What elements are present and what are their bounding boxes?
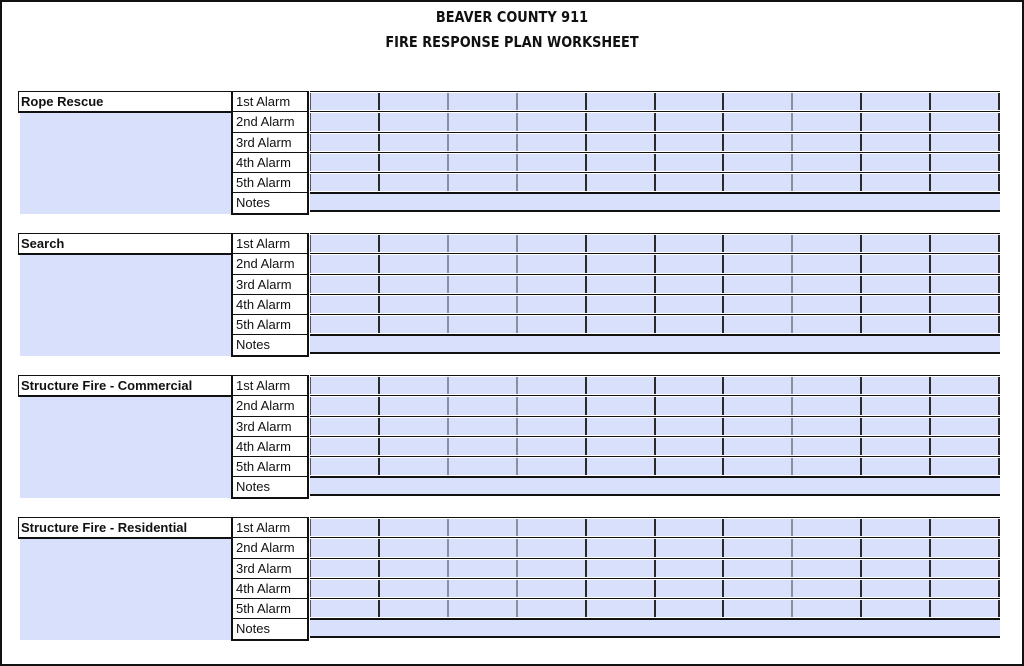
unit-input-field[interactable] — [380, 539, 449, 556]
unit-input-field[interactable] — [518, 560, 587, 577]
unit-input-field[interactable] — [793, 235, 862, 252]
unit-input-field[interactable] — [310, 154, 380, 171]
unit-input-field[interactable] — [931, 93, 1000, 110]
unit-input-field[interactable] — [587, 438, 656, 455]
unit-input-field[interactable] — [449, 397, 518, 414]
alarm-label: 4th Alarm — [231, 578, 309, 598]
unit-input-field[interactable] — [931, 438, 1000, 455]
notes-label: Notes — [231, 476, 309, 498]
unit-input-field[interactable] — [793, 539, 862, 556]
unit-input-field[interactable] — [656, 134, 725, 151]
notes-label: Notes — [231, 192, 309, 214]
unit-input-field[interactable] — [931, 560, 1000, 577]
unit-input-field[interactable] — [518, 438, 587, 455]
unit-input-field[interactable] — [862, 134, 931, 151]
section-structure-fire-residential — [18, 517, 1000, 641]
alarm-label: 3rd Alarm — [231, 558, 309, 578]
unit-input-field[interactable] — [862, 438, 931, 455]
unit-input-field[interactable] — [793, 154, 862, 171]
unit-input-field[interactable] — [656, 276, 725, 293]
unit-input-field[interactable] — [380, 134, 449, 151]
unit-input-field[interactable] — [587, 174, 656, 191]
unit-input-field[interactable] — [587, 519, 656, 536]
unit-input-field[interactable] — [724, 134, 793, 151]
unit-input-field[interactable] — [380, 418, 449, 435]
section-title: Rope Rescue — [18, 91, 234, 113]
unit-input-field[interactable] — [724, 438, 793, 455]
unit-input-field[interactable] — [862, 377, 931, 394]
section-description-field[interactable] — [20, 113, 231, 214]
unit-input-field[interactable] — [656, 458, 725, 475]
unit-input-field[interactable] — [449, 539, 518, 556]
alarm-row — [310, 91, 1000, 111]
unit-input-field[interactable] — [310, 174, 380, 191]
alarm-label: 5th Alarm — [231, 314, 309, 334]
unit-input-field[interactable] — [862, 580, 931, 597]
unit-input-field[interactable] — [310, 296, 380, 313]
unit-input-field[interactable] — [310, 134, 380, 151]
unit-input-field[interactable] — [518, 93, 587, 110]
unit-input-field[interactable] — [380, 438, 449, 455]
unit-input-field[interactable] — [931, 418, 1000, 435]
unit-input-field[interactable] — [380, 519, 449, 536]
unit-input-field[interactable] — [656, 113, 725, 130]
unit-input-field[interactable] — [793, 418, 862, 435]
unit-input-field[interactable] — [931, 519, 1000, 536]
unit-input-field[interactable] — [724, 235, 793, 252]
unit-input-field[interactable] — [587, 377, 656, 394]
unit-input-field[interactable] — [449, 296, 518, 313]
alarm-label: 4th Alarm — [231, 294, 309, 314]
alarm-label: 1st Alarm — [231, 375, 309, 395]
alarm-label: 3rd Alarm — [231, 416, 309, 436]
unit-input-field[interactable] — [724, 580, 793, 597]
unit-input-field[interactable] — [449, 235, 518, 252]
unit-input-field[interactable] — [862, 397, 931, 414]
unit-input-field[interactable] — [793, 397, 862, 414]
section-description-field[interactable] — [20, 539, 231, 640]
unit-input-field[interactable] — [862, 560, 931, 577]
unit-input-field[interactable] — [587, 93, 656, 110]
unit-input-field[interactable] — [587, 418, 656, 435]
unit-input-field[interactable] — [449, 580, 518, 597]
unit-input-field[interactable] — [587, 113, 656, 130]
unit-input-field[interactable] — [931, 134, 1000, 151]
unit-input-field[interactable] — [310, 397, 380, 414]
unit-input-field[interactable] — [518, 458, 587, 475]
notes-label: Notes — [231, 618, 309, 640]
unit-input-field[interactable] — [587, 316, 656, 333]
unit-input-field[interactable] — [656, 519, 725, 536]
section-title: Structure Fire - Commercial — [18, 375, 234, 397]
unit-input-field[interactable] — [793, 600, 862, 617]
unit-input-field[interactable] — [380, 560, 449, 577]
unit-input-field[interactable] — [380, 397, 449, 414]
unit-input-field[interactable] — [931, 539, 1000, 556]
unit-input-field[interactable] — [724, 255, 793, 272]
unit-input-field[interactable] — [587, 580, 656, 597]
unit-input-field[interactable] — [380, 316, 449, 333]
unit-input-field[interactable] — [793, 276, 862, 293]
unit-input-field[interactable] — [862, 113, 931, 130]
unit-input-field[interactable] — [724, 600, 793, 617]
unit-input-field[interactable] — [724, 539, 793, 556]
unit-input-field[interactable] — [656, 397, 725, 414]
unit-input-field[interactable] — [793, 458, 862, 475]
notes-label: Notes — [231, 334, 309, 356]
unit-input-field[interactable] — [793, 438, 862, 455]
unit-input-field[interactable] — [449, 560, 518, 577]
unit-input-field[interactable] — [931, 255, 1000, 272]
unit-input-field[interactable] — [656, 600, 725, 617]
unit-input-field[interactable] — [931, 377, 1000, 394]
unit-input-field[interactable] — [310, 438, 380, 455]
unit-input-field[interactable] — [449, 134, 518, 151]
unit-input-field[interactable] — [724, 316, 793, 333]
unit-input-field[interactable] — [931, 600, 1000, 617]
unit-input-field[interactable] — [380, 580, 449, 597]
unit-input-field[interactable] — [587, 235, 656, 252]
unit-input-field[interactable] — [656, 154, 725, 171]
unit-input-field[interactable] — [931, 113, 1000, 130]
unit-input-field[interactable] — [656, 418, 725, 435]
unit-input-field[interactable] — [862, 600, 931, 617]
unit-input-field[interactable] — [518, 519, 587, 536]
unit-input-field[interactable] — [380, 113, 449, 130]
unit-input-field[interactable] — [656, 316, 725, 333]
unit-input-field[interactable] — [862, 235, 931, 252]
unit-input-field[interactable] — [310, 418, 380, 435]
alarm-row — [310, 517, 1000, 537]
unit-input-field[interactable] — [862, 539, 931, 556]
alarm-label: 2nd Alarm — [231, 537, 309, 557]
unit-input-field[interactable] — [862, 316, 931, 333]
alarm-label: 2nd Alarm — [231, 111, 309, 131]
alarm-row — [310, 172, 1000, 192]
unit-input-field[interactable] — [931, 397, 1000, 414]
unit-input-field[interactable] — [862, 296, 931, 313]
unit-input-field[interactable] — [380, 458, 449, 475]
unit-input-field[interactable] — [862, 93, 931, 110]
unit-input-field[interactable] — [518, 539, 587, 556]
unit-input-field[interactable] — [310, 276, 380, 293]
unit-input-field[interactable] — [518, 316, 587, 333]
unit-input-field[interactable] — [587, 539, 656, 556]
row-labels — [231, 517, 309, 641]
alarm-label: 4th Alarm — [231, 152, 309, 172]
section-title: Search — [18, 233, 234, 255]
unit-input-field[interactable] — [793, 560, 862, 577]
unit-input-field[interactable] — [310, 519, 380, 536]
unit-input-field[interactable] — [724, 458, 793, 475]
alarm-label: 5th Alarm — [231, 456, 309, 476]
unit-input-field[interactable] — [862, 174, 931, 191]
unit-input-field[interactable] — [931, 580, 1000, 597]
unit-input-field[interactable] — [931, 174, 1000, 191]
unit-input-field[interactable] — [587, 296, 656, 313]
section-structure-fire-commercial — [18, 375, 1000, 499]
unit-input-field[interactable] — [449, 93, 518, 110]
unit-input-field[interactable] — [656, 560, 725, 577]
unit-input-field[interactable] — [518, 174, 587, 191]
alarm-row — [310, 233, 1000, 253]
unit-input-field[interactable] — [656, 539, 725, 556]
unit-input-field[interactable] — [587, 458, 656, 475]
unit-input-field[interactable] — [310, 113, 380, 130]
unit-input-field[interactable] — [380, 296, 449, 313]
unit-input-field[interactable] — [449, 377, 518, 394]
unit-input-field[interactable] — [310, 235, 380, 252]
document-subtitle: FIRE RESPONSE PLAN WORKSHEET — [385, 33, 639, 51]
alarm-row — [310, 314, 1000, 334]
unit-input-field[interactable] — [449, 255, 518, 272]
unit-input-field[interactable] — [449, 174, 518, 191]
unit-input-field[interactable] — [656, 296, 725, 313]
unit-input-field[interactable] — [380, 154, 449, 171]
unit-input-field[interactable] — [518, 255, 587, 272]
alarm-row — [310, 132, 1000, 152]
notes-input-field[interactable] — [310, 618, 1000, 638]
unit-input-field[interactable] — [449, 458, 518, 475]
row-labels — [231, 91, 309, 215]
unit-input-field[interactable] — [656, 255, 725, 272]
unit-input-field[interactable] — [518, 580, 587, 597]
unit-input-field[interactable] — [724, 560, 793, 577]
unit-input-field[interactable] — [380, 93, 449, 110]
unit-input-field[interactable] — [656, 377, 725, 394]
alarm-row — [310, 436, 1000, 456]
alarm-row — [310, 375, 1000, 395]
alarm-row — [310, 578, 1000, 598]
unit-input-field[interactable] — [449, 438, 518, 455]
unit-input-field[interactable] — [518, 134, 587, 151]
alarm-row — [310, 416, 1000, 436]
unit-input-field[interactable] — [656, 580, 725, 597]
alarm-label: 5th Alarm — [231, 598, 309, 618]
alarm-row — [310, 294, 1000, 314]
unit-input-field[interactable] — [724, 93, 793, 110]
section-search — [18, 233, 1000, 357]
unit-input-field[interactable] — [587, 255, 656, 272]
alarm-grid — [310, 91, 1000, 212]
unit-input-field[interactable] — [310, 255, 380, 272]
unit-input-field[interactable] — [310, 580, 380, 597]
unit-input-field[interactable] — [380, 255, 449, 272]
unit-input-field[interactable] — [518, 276, 587, 293]
alarm-row — [310, 111, 1000, 131]
unit-input-field[interactable] — [518, 113, 587, 130]
unit-input-field[interactable] — [518, 154, 587, 171]
unit-input-field[interactable] — [931, 276, 1000, 293]
unit-input-field[interactable] — [449, 276, 518, 293]
unit-input-field[interactable] — [380, 276, 449, 293]
section-rope-rescue — [18, 91, 1000, 215]
unit-input-field[interactable] — [862, 418, 931, 435]
unit-input-field[interactable] — [931, 154, 1000, 171]
unit-input-field[interactable] — [793, 519, 862, 536]
unit-input-field[interactable] — [862, 276, 931, 293]
alarm-row — [310, 558, 1000, 578]
unit-input-field[interactable] — [724, 276, 793, 293]
unit-input-field[interactable] — [862, 458, 931, 475]
alarm-row — [310, 456, 1000, 476]
unit-input-field[interactable] — [587, 276, 656, 293]
alarm-grid — [310, 233, 1000, 354]
alarm-row — [310, 598, 1000, 618]
unit-input-field[interactable] — [518, 418, 587, 435]
unit-input-field[interactable] — [724, 113, 793, 130]
section-title: Structure Fire - Residential — [18, 517, 234, 539]
unit-input-field[interactable] — [724, 296, 793, 313]
unit-input-field[interactable] — [931, 458, 1000, 475]
unit-input-field[interactable] — [793, 113, 862, 130]
unit-input-field[interactable] — [724, 418, 793, 435]
unit-input-field[interactable] — [518, 600, 587, 617]
unit-input-field[interactable] — [449, 316, 518, 333]
unit-input-field[interactable] — [793, 93, 862, 110]
unit-input-field[interactable] — [793, 134, 862, 151]
unit-input-field[interactable] — [380, 600, 449, 617]
unit-input-field[interactable] — [310, 539, 380, 556]
unit-input-field[interactable] — [656, 93, 725, 110]
unit-input-field[interactable] — [656, 438, 725, 455]
unit-input-field[interactable] — [724, 154, 793, 171]
unit-input-field[interactable] — [656, 174, 725, 191]
document-title: BEAVER COUNTY 911 — [435, 8, 589, 26]
alarm-label: 3rd Alarm — [231, 274, 309, 294]
unit-input-field[interactable] — [931, 235, 1000, 252]
unit-input-field[interactable] — [380, 235, 449, 252]
unit-input-field[interactable] — [449, 600, 518, 617]
unit-input-field[interactable] — [793, 174, 862, 191]
alarm-grid — [310, 375, 1000, 496]
unit-input-field[interactable] — [518, 397, 587, 414]
alarm-label: 2nd Alarm — [231, 253, 309, 273]
unit-input-field[interactable] — [724, 519, 793, 536]
alarm-row — [310, 274, 1000, 294]
unit-input-field[interactable] — [449, 154, 518, 171]
unit-input-field[interactable] — [793, 580, 862, 597]
alarm-row — [310, 152, 1000, 172]
unit-input-field[interactable] — [793, 377, 862, 394]
unit-input-field[interactable] — [793, 316, 862, 333]
alarm-label: 2nd Alarm — [231, 395, 309, 415]
unit-input-field[interactable] — [587, 154, 656, 171]
unit-input-field[interactable] — [862, 255, 931, 272]
unit-input-field[interactable] — [310, 377, 380, 394]
alarm-label: 3rd Alarm — [231, 132, 309, 152]
alarm-label: 1st Alarm — [231, 517, 309, 537]
unit-input-field[interactable] — [587, 397, 656, 414]
unit-input-field[interactable] — [518, 296, 587, 313]
unit-input-field[interactable] — [310, 316, 380, 333]
unit-input-field[interactable] — [449, 519, 518, 536]
alarm-grid — [310, 517, 1000, 638]
unit-input-field[interactable] — [380, 174, 449, 191]
alarm-label: 1st Alarm — [231, 233, 309, 253]
unit-input-field[interactable] — [656, 235, 725, 252]
unit-input-field[interactable] — [518, 235, 587, 252]
unit-input-field[interactable] — [724, 174, 793, 191]
alarm-label: 4th Alarm — [231, 436, 309, 456]
unit-input-field[interactable] — [587, 134, 656, 151]
unit-input-field[interactable] — [931, 296, 1000, 313]
section-description-field[interactable] — [20, 255, 231, 356]
unit-input-field[interactable] — [518, 377, 587, 394]
unit-input-field[interactable] — [724, 397, 793, 414]
unit-input-field[interactable] — [587, 600, 656, 617]
unit-input-field[interactable] — [587, 560, 656, 577]
unit-input-field[interactable] — [310, 458, 380, 475]
unit-input-field[interactable] — [380, 377, 449, 394]
unit-input-field[interactable] — [449, 113, 518, 130]
alarm-label: 1st Alarm — [231, 91, 309, 111]
alarm-row — [310, 395, 1000, 415]
unit-input-field[interactable] — [793, 255, 862, 272]
row-labels — [231, 233, 309, 357]
row-labels — [231, 375, 309, 499]
unit-input-field[interactable] — [931, 316, 1000, 333]
alarm-row — [310, 537, 1000, 557]
section-description-field[interactable] — [20, 397, 231, 498]
alarm-label: 5th Alarm — [231, 172, 309, 192]
unit-input-field[interactable] — [310, 93, 380, 110]
notes-input-field[interactable] — [310, 476, 1000, 496]
alarm-row — [310, 253, 1000, 273]
unit-input-field[interactable] — [449, 418, 518, 435]
unit-input-field[interactable] — [724, 377, 793, 394]
notes-input-field[interactable] — [310, 192, 1000, 212]
unit-input-field[interactable] — [862, 519, 931, 536]
notes-input-field[interactable] — [310, 334, 1000, 354]
unit-input-field[interactable] — [310, 560, 380, 577]
unit-input-field[interactable] — [862, 154, 931, 171]
unit-input-field[interactable] — [310, 600, 380, 617]
unit-input-field[interactable] — [793, 296, 862, 313]
